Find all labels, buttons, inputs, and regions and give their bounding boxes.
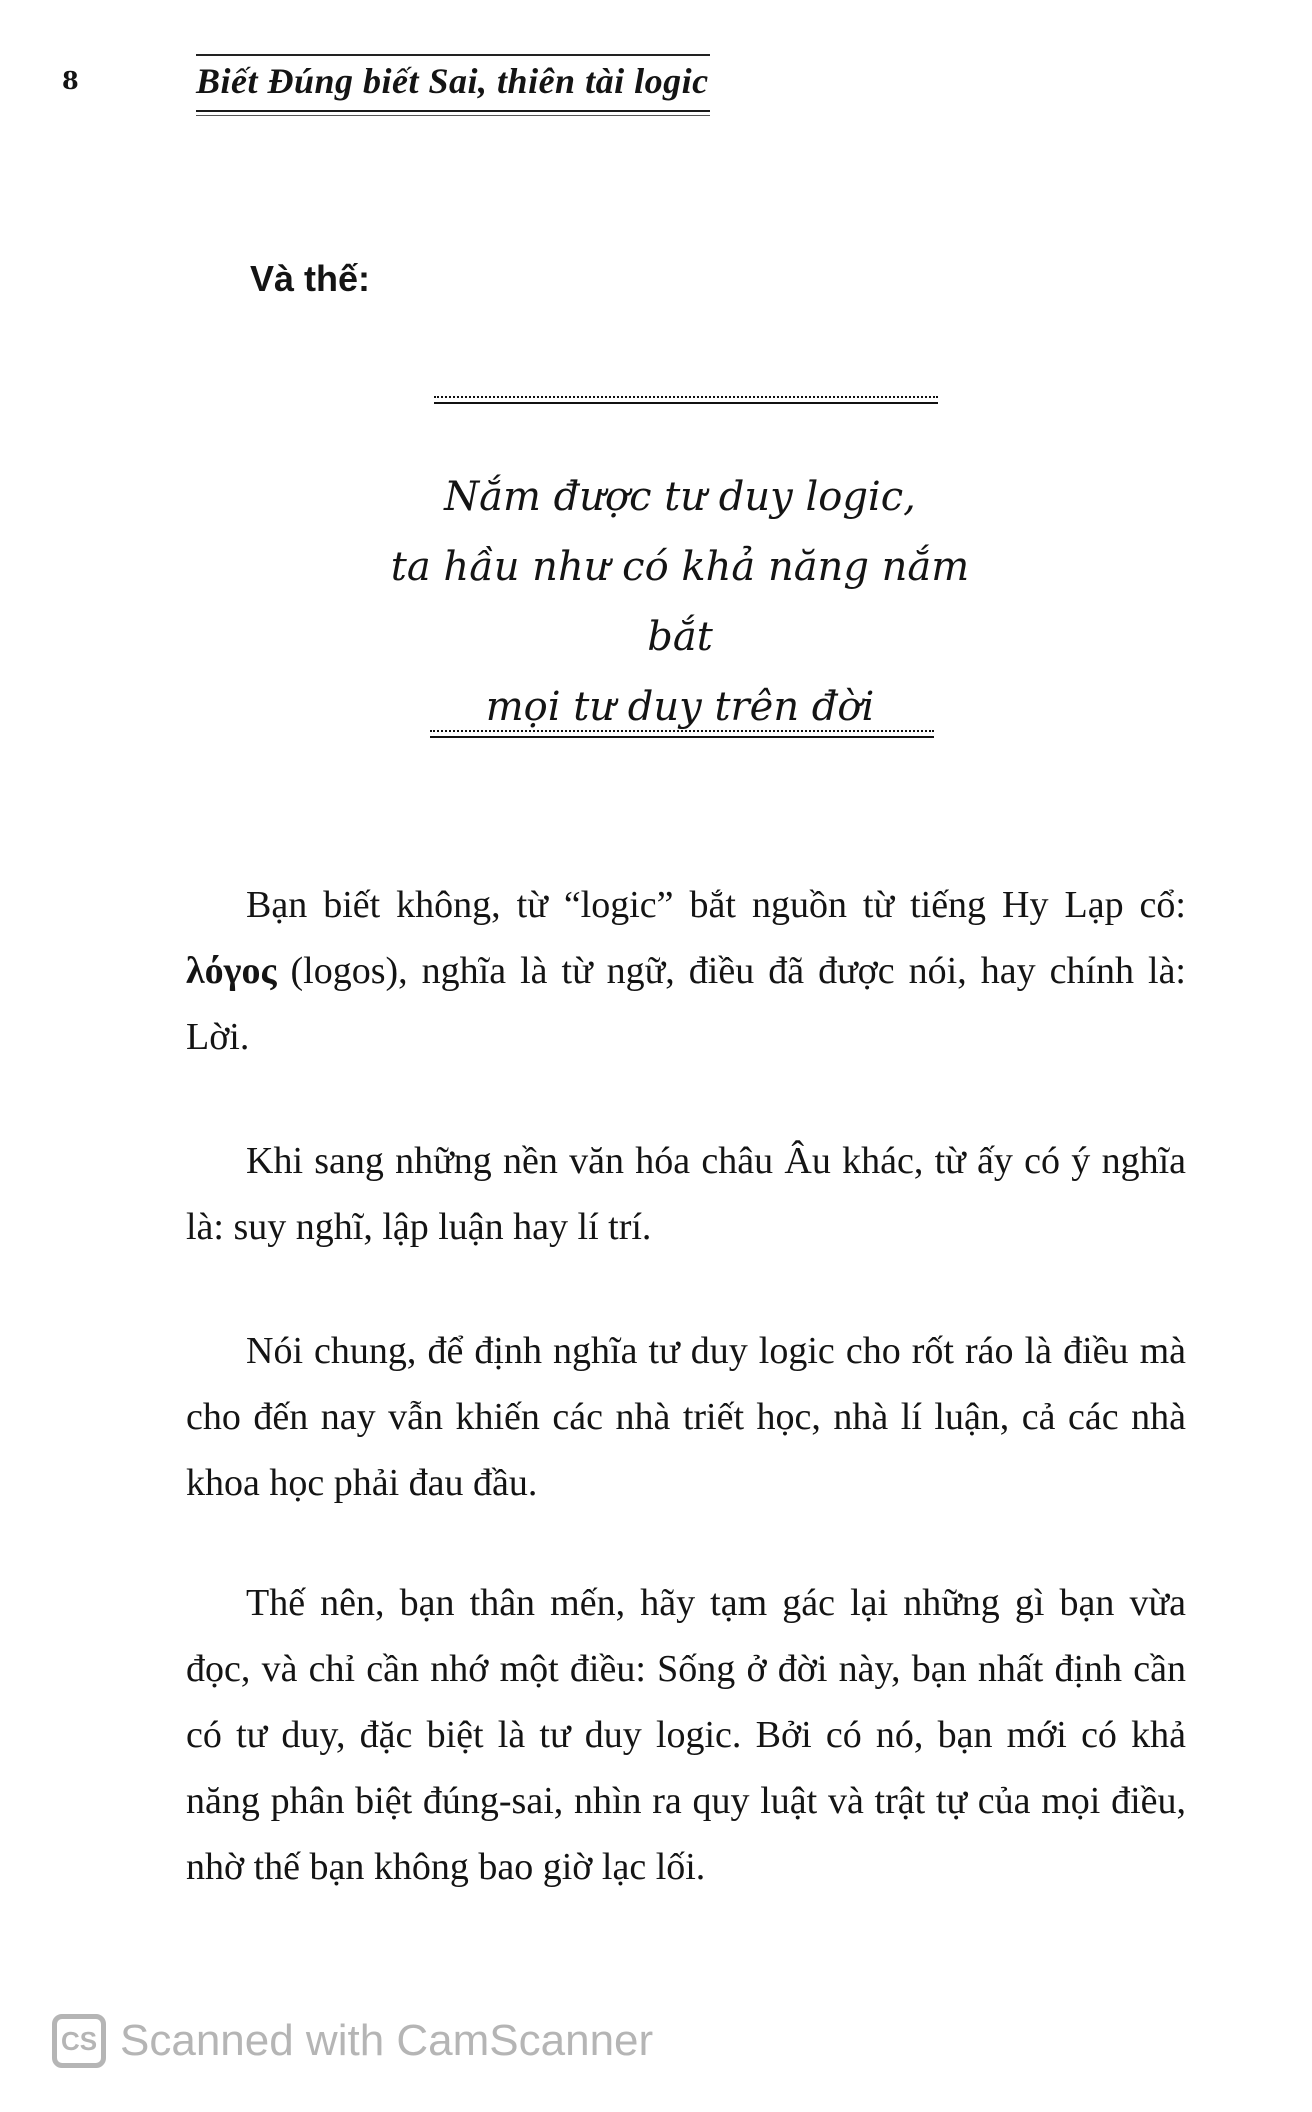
quote-line-3: mọi tư duy trên đời <box>485 684 875 730</box>
running-header-title: Biết Đúng biết Sai, thiên tài logic <box>196 61 709 101</box>
intro-text: Và thế: <box>250 258 371 299</box>
paragraph-1-start: Bạn biết không, từ “logic” bắt nguồn từ tiếng Hy Lạp cổ: <box>246 884 1186 926</box>
quote-line-2: ta hầu như có khả năng nắm bắt <box>390 544 970 660</box>
quote-line-1: Nắm được tư duy logic, <box>444 474 916 520</box>
quote-rule-bottom <box>430 730 934 738</box>
pull-quote <box>360 462 1000 742</box>
paragraph-1 <box>186 872 1186 1070</box>
paragraph-2: Khi sang những nền văn hóa châu Âu khác, từ ấy có ý nghĩa là: suy nghĩ, lập luận hay lí trí. <box>186 1140 1186 1248</box>
watermark-text: Scanned with CamScanner <box>120 2016 654 2065</box>
paragraph-1-end: (logos), nghĩa là từ ngữ, điều đã được nói, hay chính là: Lời. <box>186 950 1186 1058</box>
paragraph-3: Nói chung, để định nghĩa tư duy logic cho rốt ráo là điều mà cho đến nay vẫn khiến các nhà triết học, nhà lí luận, cả các nhà khoa học phải đau đầu. <box>186 1330 1186 1504</box>
greek-word: λόγος <box>186 950 277 992</box>
quote-rule-top <box>434 396 938 404</box>
camscanner-logo-icon: CS <box>52 2014 106 2068</box>
header-rule-top <box>196 54 710 56</box>
page-number: 8 <box>62 66 79 95</box>
paragraph-4: Thế nên, bạn thân mến, hãy tạm gác lại những gì bạn vừa đọc, và chỉ cần nhớ một điều: Sống ở đời này, bạn nhất định cần có tư duy, đặc biệt là tư duy logic. Bởi có nó, bạn mới có khả năng phân biệt đúng-sai, nhìn ra quy luật và trật tự của mọi điều, nhờ thế bạn không bao giờ lạc lối. <box>186 1582 1186 1888</box>
camscanner-watermark <box>52 2014 653 2068</box>
header-rule-bottom <box>196 110 710 116</box>
